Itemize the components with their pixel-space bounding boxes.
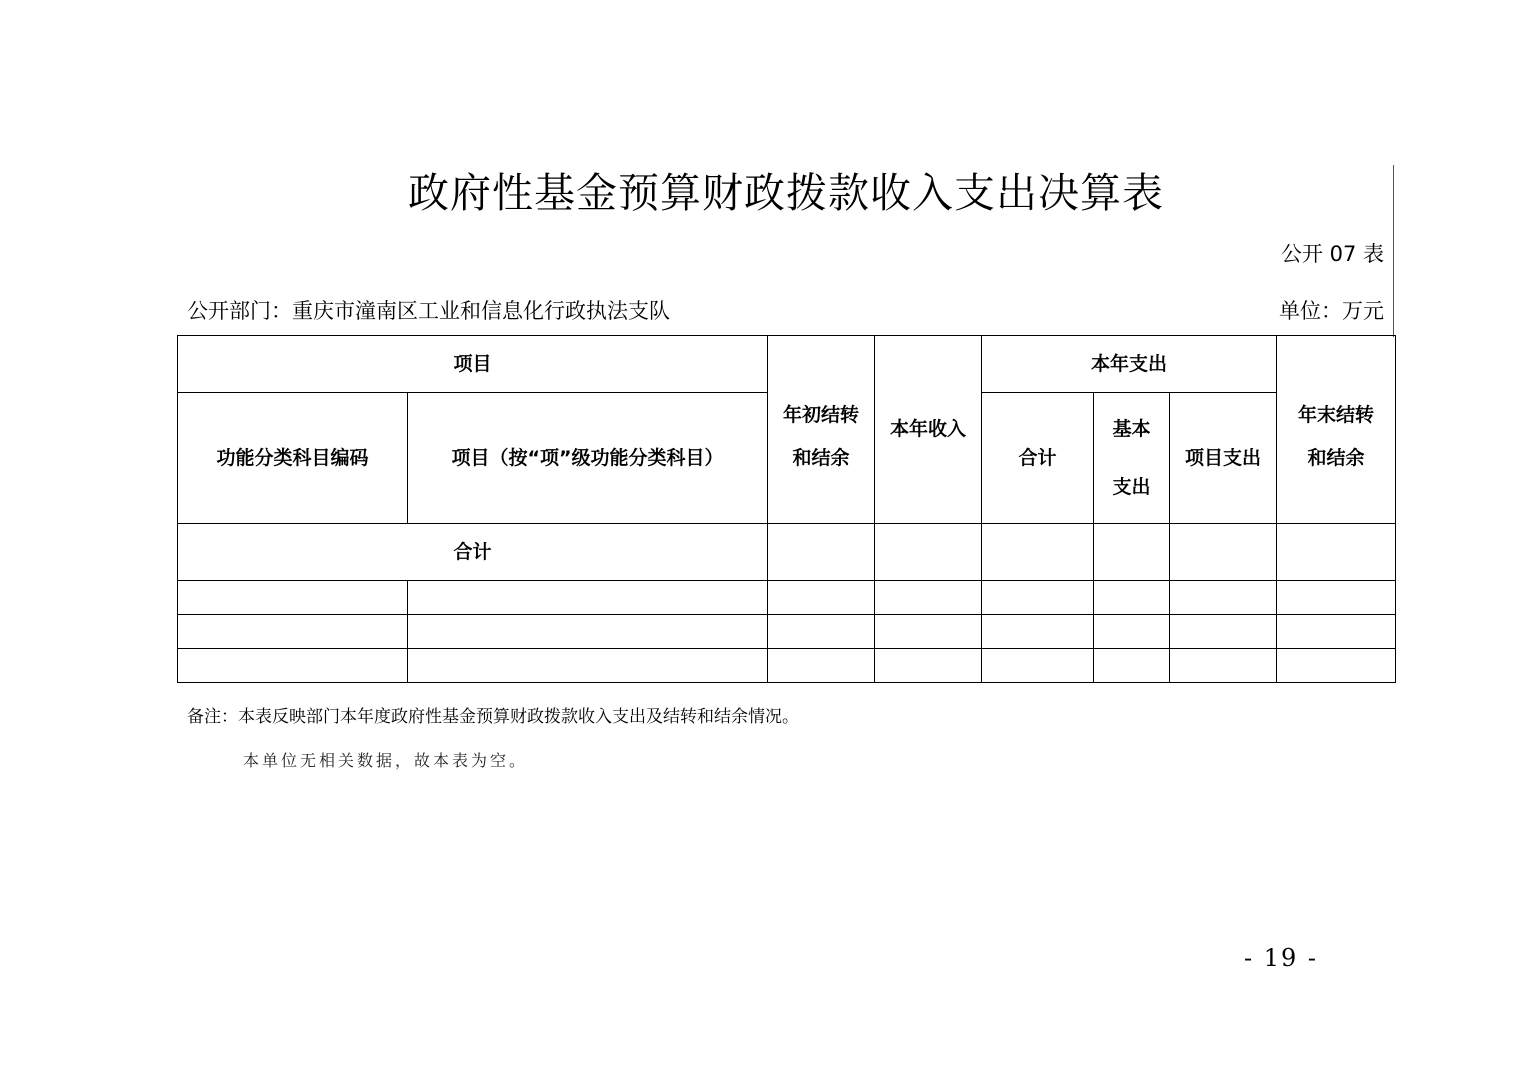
header-closing-line2: 和结余: [1307, 447, 1365, 470]
table-cell: [1094, 615, 1170, 649]
header-expense-total: 合计: [982, 393, 1094, 524]
table-cell: [1094, 649, 1170, 683]
table-cell: [1170, 615, 1277, 649]
table-cell: [1094, 581, 1170, 615]
department-label: 公开部门：重庆市潼南区工业和信息化行政执法支队: [187, 299, 670, 323]
table-cell: [1170, 581, 1277, 615]
table-cell: [982, 581, 1094, 615]
header-project-expense: 项目支出: [1170, 393, 1277, 524]
table-cell: [178, 649, 408, 683]
table-cell: [1277, 581, 1396, 615]
table-cell: [1277, 649, 1396, 683]
budget-table: [177, 335, 1396, 683]
table-cell: [768, 649, 875, 683]
total-cell: [1094, 524, 1170, 581]
table-cell: [768, 615, 875, 649]
header-item-group: 项目: [178, 336, 768, 393]
table-cell: [408, 615, 768, 649]
table-cell: [875, 581, 982, 615]
empty-data-note: 本单位无相关数据，故本表为空。: [243, 751, 529, 770]
table-cell: [408, 581, 768, 615]
header-basic-line1: 基本: [1112, 418, 1151, 440]
total-cell: [875, 524, 982, 581]
table-cell: [875, 615, 982, 649]
header-basic-line2: 支出: [1112, 476, 1151, 498]
footnote: 备注：本表反映部门本年度政府性基金预算财政拨款收入支出及结转和结余情况。: [187, 707, 799, 727]
table-row: [178, 615, 1396, 649]
total-label: 合计: [178, 524, 768, 581]
header-opening-balance: [768, 336, 875, 524]
table-cell: [982, 615, 1094, 649]
total-cell: [1277, 524, 1396, 581]
form-number: 公开 07 表: [1280, 242, 1384, 266]
table-cell: [1277, 615, 1396, 649]
total-cell: [1170, 524, 1277, 581]
table-cell: [178, 581, 408, 615]
document-title: 政府性基金预算财政拨款收入支出决算表: [408, 169, 1164, 217]
total-cell: [768, 524, 875, 581]
table-cell: [982, 649, 1094, 683]
table-cell: [1170, 649, 1277, 683]
total-cell: [982, 524, 1094, 581]
total-row: [178, 524, 1396, 581]
table-cell: [875, 649, 982, 683]
table-row: [178, 581, 1396, 615]
table-cell: [768, 581, 875, 615]
header-opening-line1: 年初结转: [783, 404, 860, 427]
table-cell: [178, 615, 408, 649]
header-opening-line2: 和结余: [792, 447, 850, 470]
header-closing-balance: [1277, 336, 1396, 524]
header-expense-group: 本年支出: [982, 336, 1277, 393]
header-name: 项目（按“项”级功能分类科目）: [408, 393, 768, 524]
header-basic-expense: [1094, 393, 1170, 524]
table-cell: [408, 649, 768, 683]
page-number: - 19 -: [1244, 944, 1319, 972]
header-income: 本年收入: [875, 336, 982, 524]
unit-label: 单位：万元: [1279, 299, 1384, 323]
header-closing-line1: 年末结转: [1298, 404, 1375, 427]
header-code: 功能分类科目编码: [178, 393, 408, 524]
table-row: [178, 649, 1396, 683]
